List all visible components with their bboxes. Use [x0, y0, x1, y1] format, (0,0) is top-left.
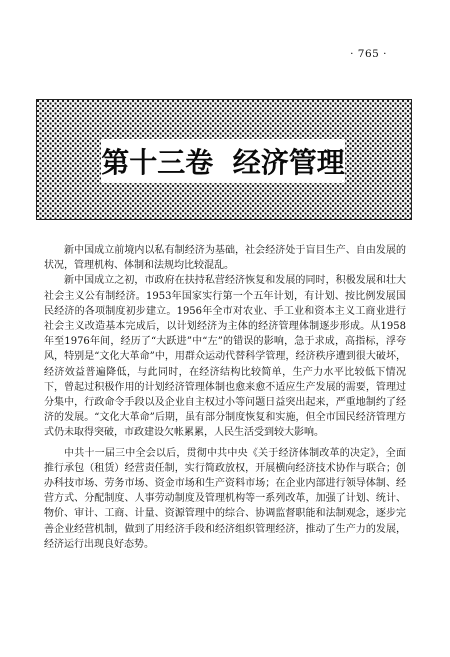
- chapter-title: 第十三卷 经济管理: [101, 146, 345, 179]
- chapter-title-box: [101, 139, 345, 183]
- body-text: [44, 243, 406, 552]
- paragraph-planned-economy: 新中国成立之初，市政府在扶持私营经济恢复和发展的同时，积极发展和壮大社会主义公有制经济。1953年国家实行第一个五年计划，有计划、按比例发展国民经济的各项制度初步建立。1956年全市对农业、手工业和资本主义工商业进行社会主义改造基本完成后，以计划经济为主体的经济管理体制逐步形成。从1958年至1976年间，经历了“大跃进”中“左”的错误的影响，急于求成，高指标，浮夸风，特别是“文化大革命”中，用群众运动代替科学管理，经济秩序遭到很大破坏，经济效益普遍降低，与此同时，在经济结构比较简单，生产力水平比较低下情况下，曾起过积极作用的计划经济管理体制也愈来愈不适应生产发展的需要，管理过分集中，行政命令手段以及企业自主权过小等问题日益突出起来，严重地制约了经济的发展。“文化大革命”后期，虽有部分制度恢复和实施，但全市国民经济管理方式仍未取得突破，市政建设欠帐累累，人民生活受到较大影响。: [44, 275, 406, 439]
- chapter-title-banner: [36, 99, 412, 220]
- paragraph-reform: 中共十一届三中全会以后，贯彻中共中央《关于经济体制改革的决定》，全面推行承包（租赁）经营责任制，实行简政放权，开展横向经济技术协作与联合；创办科技市场、劳务市场、资金市场和生产资料市场；在企业内部进行领导体制、经营方式、分配制度、人事劳动制度及管理机构等一系列改革，加强了计划、统计、物价、审计、工商、计量、资源管理中的综合、协调监督职能和法制观念，逐步完善企业经营机制，做到了用经济手段和经济组织管理经济，推动了生产力的发展，经济运行出现良好态势。: [44, 447, 406, 550]
- page-number: · 765 ·: [350, 48, 387, 60]
- paragraph-intro: 新中国成立前境内以私有制经济为基础，社会经济处于盲目生产、自由发展的状况，管理机构、体制和法规均比较混乱。: [44, 245, 406, 272]
